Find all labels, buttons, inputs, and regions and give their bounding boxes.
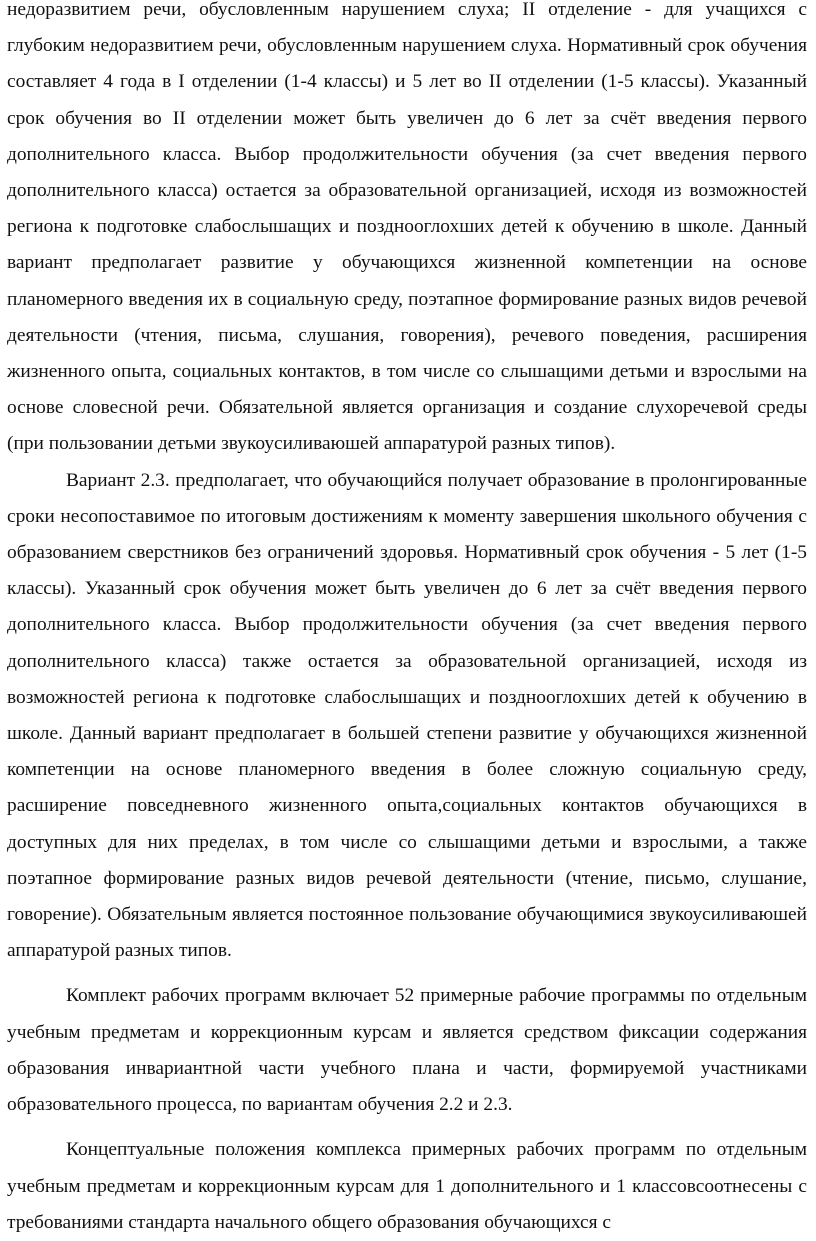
paragraph-variant-2-3: Вариант 2.3. предполагает, что обучающийся получает образование в пролонгированные сроки несопоставимое по итоговым достижениям к моменту завершения школьного обучения с образованием сверстников без ограничений здоровья. Нормативный срок обучения - 5 лет (1-5 классы). Указанный срок обучения может быть увеличен до 6 лет за счёт введения первого дополнительного класса. Выбор продолжительности обучения (за счет введения первого дополнительного класса) также остается за образовательной организацией, исходя из возможностей региона к подготовке слабослышащих и позднооглохших детей к обучению в школе. Данный вариант предполагает в большей степени развитие у обучающихся жизненной компетенции на основе планомерного введения в более сложную социальную среду, расширение повседневного жизненного опыта,социальных контактов обучающихся в доступных для них пределах, в том числе со слышащими детьми и взрослыми, а также поэтапное формирование разных видов речевой деятельности (чтение, письмо, слушание, говорение). Обязательным является постоянное пользование обучающимися звукоусиливаюшей аппаратурой разных типов. [7,469,807,962]
paragraph-concept-provisions: Концептуальные положения комплекса примерных рабочих программ по отдельным учебным предметам и коррекционным курсам для 1 дополнительного и 1 классовсоотнесены с требованиями стандарта начального общего образования обучающихся с [7,1139,807,1233]
document-page [7,0,807,1241]
paragraph-variant-2-2-continuation: недоразвитием речи, обусловленным нарушением слуха; II отделение - для учащихся с глубоким недоразвитием речи, обусловленным нарушением слуха. Нормативный срок обучения составляет 4 года в I отделении (1-4 классы) и 5 лет во II отделении (1-5 классы). Указанный срок обучения во II отделении может быть увеличен до 6 лет за счёт введения первого дополнительного класса. Выбор продолжительности обучения (за счет введения первого дополнительного класса) остается за образовательной организацией, исходя из возможностей региона к подготовке слабослышащих и позднооглохших детей к обучению в школе. Данный вариант предполагает развитие у обучающихся жизненной компетенции на основе планомерного введения их в социальную среду, поэтапное формирование разных видов речевой деятельности (чтения, письма, слушания, говорения), речевого поведения, расширения жизненного опыта, социальных контактов, в том числе со слышащими детьми и взрослыми на основе словесной речи. Обязательной является организация и создание слухоречевой среды (при пользовании детьми звукоусиливаюшей аппаратурой разных типов). [7,0,807,455]
paragraph-program-set: Комплект рабочих программ включает 52 примерные рабочие программы по отдельным учебным предметам и коррекционным курсам и является средством фиксации содержания образования инвариантной части учебного плана и части, формируемой участниками образовательного процесса, по вариантам обучения 2.2 и 2.3. [7,985,807,1116]
